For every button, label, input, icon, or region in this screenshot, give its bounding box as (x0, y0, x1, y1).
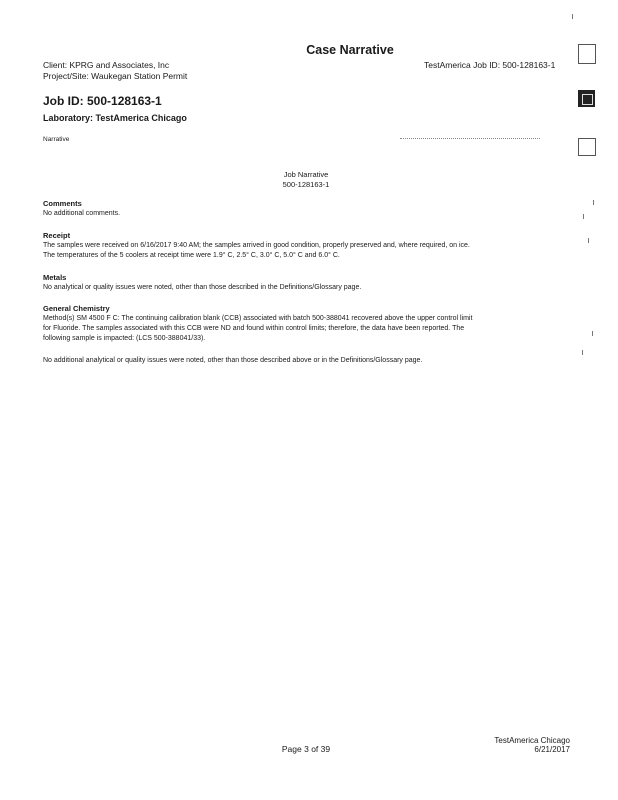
checkbox-icon (578, 138, 596, 156)
page-title: Case Narrative (306, 43, 394, 57)
dotted-divider (400, 138, 540, 139)
receipt-line-2: The temperatures of the 5 coolers at receipt time were 1.9° C, 2.5° C, 3.0° C, 5.0° C and 6.0° C. (43, 252, 340, 259)
footer-company: TestAmerica Chicago (494, 736, 570, 745)
metals-body: No analytical or quality issues were noted, other than those described in the Definitions/Glossary page. (43, 284, 362, 291)
client-line: Client: KPRG and Associates, Inc (43, 60, 170, 70)
comments-body: No additional comments. (43, 210, 121, 217)
project-line: Project/Site: Waukegan Station Permit (43, 71, 188, 81)
margin-tick-mark (572, 14, 573, 19)
margin-tick-mark (588, 238, 589, 243)
footer-date: 6/21/2017 (534, 745, 570, 754)
laboratory-heading: Laboratory: TestAmerica Chicago (43, 113, 187, 123)
page-number: Page 3 of 39 (281, 744, 331, 754)
metals-heading: Metals (43, 273, 67, 282)
comments-heading: Comments (43, 199, 82, 208)
job-narrative-number: 500-128163-1 (282, 180, 330, 189)
margin-tick-mark (592, 331, 593, 336)
job-id-heading: Job ID: 500-128163-1 (43, 94, 162, 108)
closing-statement: No additional analytical or quality issues were noted, other than those described above or in the Definitions/Glossary page. (43, 357, 423, 364)
receipt-line-1: The samples were received on 6/16/2017 9:40 AM; the samples arrived in good condition, properly preserved and, where required, on ice. (43, 242, 470, 249)
page-number-box-icon (578, 44, 596, 64)
narrative-label: Narrative (43, 136, 70, 143)
job-reference: TestAmerica Job ID: 500-128163-1 (424, 60, 556, 70)
general-chemistry-heading: General Chemistry (43, 304, 110, 313)
receipt-heading: Receipt (43, 231, 71, 240)
black-logo-icon (578, 90, 595, 107)
general-chemistry-line-1: Method(s) SM 4500 F C: The continuing calibration blank (CCB) associated with batch 500-388041 recovered above the upper control limit (43, 315, 473, 322)
margin-tick-mark (582, 350, 583, 355)
margin-tick-mark (593, 200, 594, 205)
general-chemistry-line-2: for Fluoride. The samples associated with this CCB were ND and found within control limits; therefore, the data have been reported. The (43, 325, 465, 332)
general-chemistry-line-3: following sample is impacted: (LCS 500-388041/33). (43, 335, 206, 342)
job-narrative-title: Job Narrative (283, 170, 329, 179)
margin-tick-mark (583, 214, 584, 219)
